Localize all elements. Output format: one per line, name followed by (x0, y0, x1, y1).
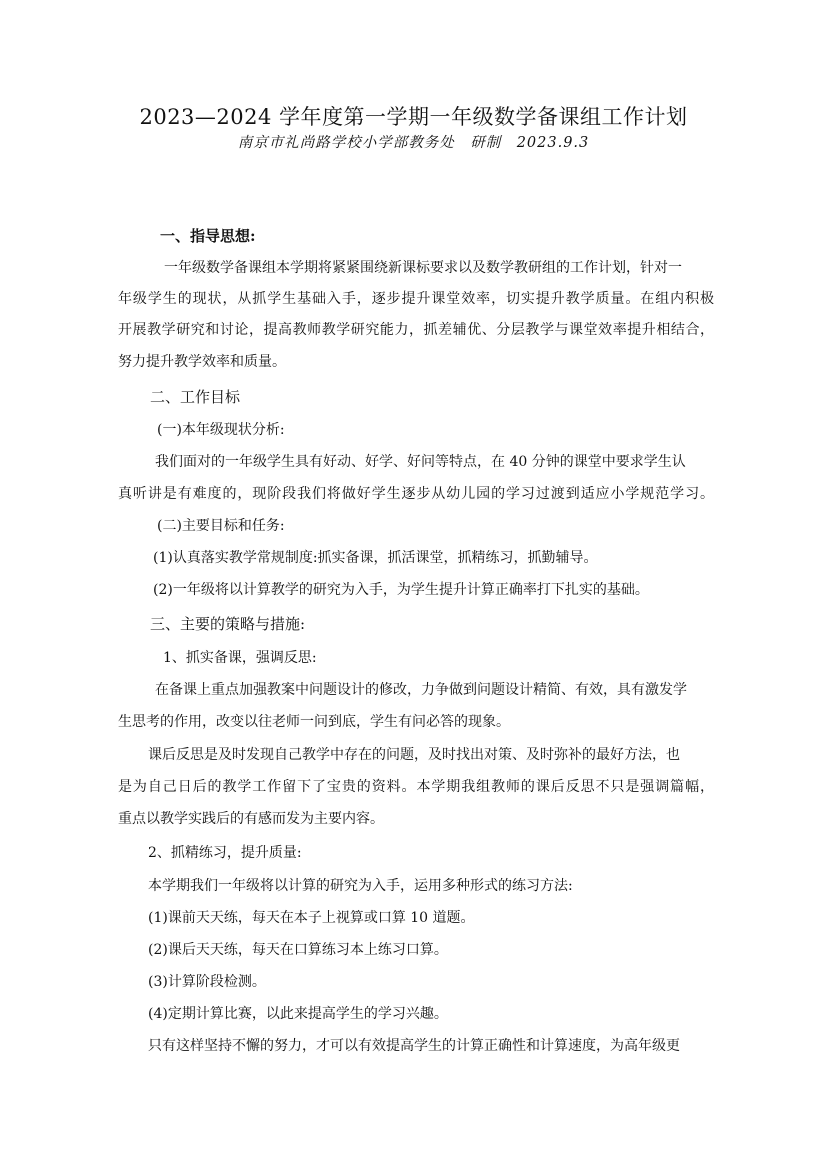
paragraph-line: 努力提升教学效率和质量。 (118, 354, 286, 370)
paragraph-line: 只有这样坚持不懈的努力，才可以有效提高学生的计算正确性和计算速度，为高年级更 (148, 1038, 680, 1054)
list-item: (3)计算阶段检测。 (148, 974, 266, 990)
paragraph-line: 在备课上重点加强教案中问题设计的修改，力争做到问题设计精简、有效，具有激发学 (155, 682, 687, 698)
section-heading-work-goals: 二、工作目标 (150, 388, 241, 406)
paragraph-line: 真听讲是有难度的，现阶段我们将做好学生逐步从幼儿园的学习过渡到适应小学规范学习。 (118, 486, 714, 502)
subsection-heading: (一)本年级现状分析: (157, 422, 285, 438)
list-item: (2)课后天天练，每天在口算练习本上练习口算。 (148, 942, 448, 958)
section-heading-guiding-ideology: 一、指导思想: (160, 227, 256, 245)
list-item: (4)定期计算比赛，以此来提高学生的学习兴趣。 (148, 1006, 448, 1022)
paragraph-line: 我们面对的一年级学生具有好动、好学、好问等特点，在 40 分钟的课堂中要求学生认 (155, 454, 686, 470)
list-item: (2)一年级将以计算教学的研究为入手，为学生提升计算正确率打下扎实的基础。 (153, 582, 649, 598)
document-title: 2023—2024 学年度第一学期一年级数学备课组工作计划 (139, 105, 688, 129)
subsection-heading: (二)主要目标和任务: (157, 518, 285, 534)
paragraph-line: 是为自己日后的教学工作留下了宝贵的资料。本学期我组教师的课后反思不只是强调篇幅， (118, 779, 714, 795)
list-item: (1)认真落实教学常规制度:抓实备课，抓活课堂，抓精练习，抓勤辅导。 (153, 550, 598, 566)
paragraph-line: 一年级数学备课组本学期将紧紧围绕新课标要求以及数学教研组的工作计划，针对一 (164, 260, 682, 276)
paragraph-line: 本学期我们一年级将以计算的研究为入手，运用多种形式的练习方法: (148, 878, 573, 894)
paragraph-line: 年级学生的现状，从抓学生基础入手，逐步提升课堂效率，切实提升教学质量。在组内积极 (118, 291, 714, 307)
paragraph-line: 重点以教学实践后的有感而发为主要内容。 (118, 811, 384, 827)
list-item: (1)课前天天练，每天在本子上视算或口算 10 道题。 (148, 910, 475, 926)
subsection-heading: 1、抓实备课，强调反思: (163, 650, 317, 666)
document-subtitle: 南京市礼尚路学校小学部教务处 研制 2023.9.3 (237, 135, 590, 151)
paragraph-line: 课后反思是及时发现自己教学中存在的问题，及时找出对策、及时弥补的最好方法，也 (148, 747, 680, 763)
paragraph-line: 生思考的作用，改变以往老师一问到底，学生有问必答的现象。 (118, 714, 510, 730)
section-heading-strategies: 三、主要的策略与措施: (150, 615, 306, 633)
subsection-heading: 2、抓精练习，提升质量: (148, 845, 302, 861)
paragraph-line: 开展教学研究和讨论，提高教师教学研究能力，抓差辅优、分层教学与课堂效率提升相结合， (118, 322, 714, 338)
